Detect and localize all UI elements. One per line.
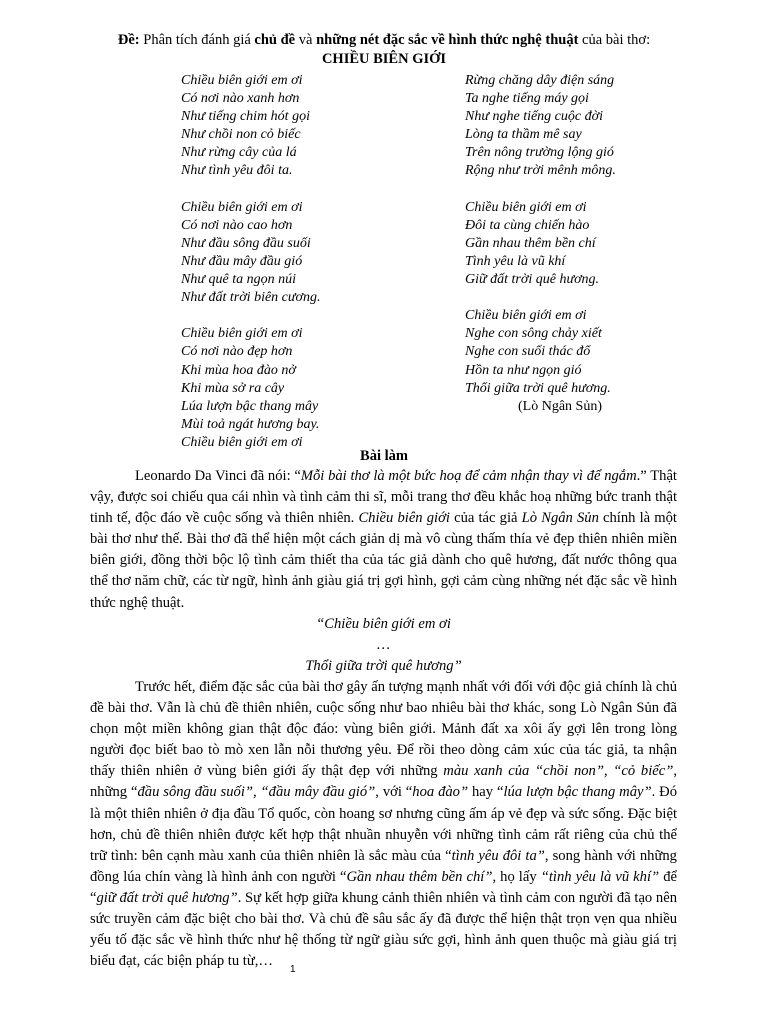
prompt-text: và	[295, 32, 317, 48]
poem-line: Chiều biên giới em ơi	[465, 308, 587, 324]
italic-run: Gần nhau thêm bền chí”	[346, 868, 493, 885]
poem-line: Như đầu sông đầu suối	[181, 235, 311, 251]
author-name-run: Lò Ngân Sủn	[521, 510, 599, 527]
intro-paragraph	[90, 466, 677, 614]
poem-line: Có nơi nào xanh hơn	[181, 91, 300, 107]
poem-line: Như tiếng chim hót gọi	[181, 109, 310, 125]
poem-line: Chiều biên giới em ơi	[181, 199, 303, 215]
stanza	[465, 307, 725, 397]
poem-line: Thổi giữa trời quê hương.	[465, 380, 611, 396]
poem-name-run: Chiều biên giới	[358, 510, 450, 527]
essay-body	[90, 466, 677, 972]
italic-run: đầu sông đầu suối”, “đầu mây đầu gió”	[137, 784, 376, 801]
stanza	[465, 72, 725, 181]
italic-run: giữ đất trời quê hương”	[96, 889, 238, 906]
italic-run: hoa đào”	[412, 784, 469, 801]
poem-line: Ta nghe tiếng máy gọi	[465, 91, 589, 107]
stanza-gap	[181, 181, 451, 199]
text-run: . Sự kết hợp giữa khung cảnh thiên nhiên và tình cảm con người đã tạo nên sức truyền cảm đặc biệt cho bài thơ. Và chủ đề sâu sắc ấy đã được thể hiện thật trọn vẹn qua nhiều yếu tố đặc sắc về hình thức như hệ thống từ ngữ giàu sức gợi, hình ảnh quen thuộc mà giàu giá trị biểu đạt, các biện pháp tu từ,…	[90, 889, 677, 970]
poem-line: Giữ đất trời quê hương.	[465, 272, 600, 288]
poem-line: Nghe con suối thác đổ	[465, 344, 591, 360]
poem-line: Mùi toả ngát hương bay.	[181, 416, 320, 432]
stanza	[181, 325, 451, 452]
stanza-gap	[465, 181, 725, 199]
poem-line: Như đầu mây đầu gió	[181, 253, 303, 269]
prompt-bold-topic: chủ đề	[254, 32, 296, 48]
poem-line: Như rừng cây của lá	[181, 145, 297, 161]
text-run: Leonardo Da Vinci đã nói: “	[135, 468, 301, 484]
text-run: , song hành với những đồng lúa chín vàng là hình ảnh con người “	[90, 847, 677, 885]
page-number: 1	[290, 964, 296, 975]
poem-line: Như quê ta ngọn núi	[181, 272, 296, 288]
prompt-label: Đề:	[117, 32, 140, 48]
poem-left-column	[181, 72, 451, 452]
stanza	[181, 199, 451, 308]
poem-line: Như nghe tiếng cuộc đời	[465, 109, 603, 125]
poem-line: Như đất trời biên cương.	[181, 290, 321, 306]
poem-line: Chiều biên giới em ơi	[181, 73, 303, 88]
essay-heading: Bài làm	[360, 448, 408, 464]
poem-right-column	[465, 72, 725, 416]
prompt-bold-form: những nét đặc sắc về hình thức nghệ thuật	[316, 32, 579, 48]
poem-line: Trên nông trường lộng gió	[465, 145, 614, 161]
poem-line: Như chồi non cỏ biếc	[181, 127, 301, 143]
text-run: , họ lấy	[492, 868, 541, 885]
stanza	[181, 72, 451, 181]
poem-line: Rừng chăng dây điện sáng	[465, 73, 615, 88]
poem-line: Như tình yêu đôi ta.	[181, 163, 293, 179]
italic-run: tình yêu đôi ta”	[451, 847, 545, 864]
quote-line: Thổi giữa trời quê hương”	[305, 657, 462, 674]
text-run: để “	[90, 868, 677, 906]
theme-paragraph	[90, 677, 677, 972]
prompt-text: Phân tích đánh giá	[139, 32, 255, 48]
poem-line: Nghe con sông chảy xiết	[465, 326, 602, 342]
text-run: .” Thật vậy, được soi chiếu qua cái nhìn và tình cảm thi sĩ, mỗi trang thơ đều khắc hoạ những bức tranh thật tinh tế, độc đáo về cuộc sống và thiên nhiên.	[90, 468, 677, 527]
text-run: , những “	[90, 763, 677, 801]
poem-line: Đôi ta cùng chiến hào	[465, 217, 590, 233]
stanza-gap	[181, 307, 451, 325]
poem-line: Chiều biên giới em ơi	[181, 326, 303, 342]
text-run: , với “	[375, 784, 413, 801]
poem-line: Tình yêu là vũ khí	[465, 253, 566, 269]
prompt-text: của bài thơ:	[578, 32, 651, 48]
text-run: của tác giả	[449, 510, 522, 527]
italic-run: màu xanh của “chồi non”, “cỏ biếc”	[443, 763, 674, 780]
italic-run: lúa lượn bậc thang mây”	[503, 784, 652, 801]
quote-run: Mỗi bài thơ là một bức hoạ để cảm nhận thay vì để ngắm	[300, 468, 637, 484]
poem-title: CHIỀU BIÊN GIỚI	[321, 51, 447, 67]
poem-line: Chiều biên giới em ơi	[465, 199, 587, 215]
text-run: Trước hết, điểm đặc sắc của bài thơ gây ấn tượng mạnh nhất với đối với độc giả chính là chủ đề bài thơ. Vẫn là chủ đề thiên nhiên, cuộc sống như bao nhiêu bài thơ khác, song Lò Ngân Sủn đã chọn một miền không gian thật độc đáo: vùng biên giới. Mảnh đất xa xôi ấy gợi lên trong lòng người đọc biết bao tò mò xen lẫn nỗi thương yêu. Để rồi theo dòng cảm xúc của tác giả, ta nhận thấy thiên nhiên ở vùng biên giới ấy thật đẹp với những	[90, 678, 677, 780]
poem-line: Rộng như trời mênh mông.	[465, 163, 616, 179]
poem-line: Chiều biên giới em ơi	[181, 434, 303, 450]
assignment-prompt	[0, 31, 768, 49]
stanza	[465, 199, 725, 289]
text-run: chính là một bài thơ như thế. Bài thơ đã thể hiện một cách giản dị mà vô cùng thấm thía vẻ đẹp thiên nhiên miền biên giới, đồng thời bộc lộ tình cảm thiết tha của tác giả dành cho quê hương, đất nước thông qua thể thơ năm chữ, các từ ngữ, hình ảnh giàu giá trị gợi hình, gợi cảm cùng những nét đặc sắc về hình thức nghệ thuật.	[90, 510, 677, 611]
poem-line: Lúa lượn bậc thang mây	[181, 398, 319, 414]
text-run: . Đó là một thiên nhiên ở địa đầu Tổ quốc, còn hoang sơ nhưng cũng ấm áp vẻ đẹp và sức sống. Đặc biệt hơn, chủ đề thiên nhiên được kết hợp thật nhuần nhuyễn với những tình cảm rất riêng của chủ thể trữ tình: bên cạnh màu xanh của thiên nhiên là sắc màu của “	[90, 784, 677, 864]
poem-line: Có nơi nào cao hơn	[181, 217, 293, 233]
poem-line: Hồn ta như ngọn gió	[465, 362, 582, 378]
poem-line: Lòng ta thầm mê say	[465, 127, 582, 143]
poem-author: (Lò Ngân Sủn)	[518, 398, 602, 414]
quote-line: “Chiều biên giới em ơi	[316, 615, 451, 632]
stanza-gap	[465, 289, 725, 307]
poem-line: Gần nhau thêm bền chí	[465, 235, 596, 251]
text-run: hay “	[468, 784, 504, 801]
poem-line: Khi mùa hoa đào nở	[181, 362, 296, 378]
quote-ellipsis: …	[377, 636, 390, 653]
poem-line: Có nơi nào đẹp hơn	[181, 344, 293, 360]
italic-run: “tình yêu là vũ khí”	[540, 868, 660, 885]
poem-line: Khi mùa sở ra cây	[181, 380, 285, 396]
